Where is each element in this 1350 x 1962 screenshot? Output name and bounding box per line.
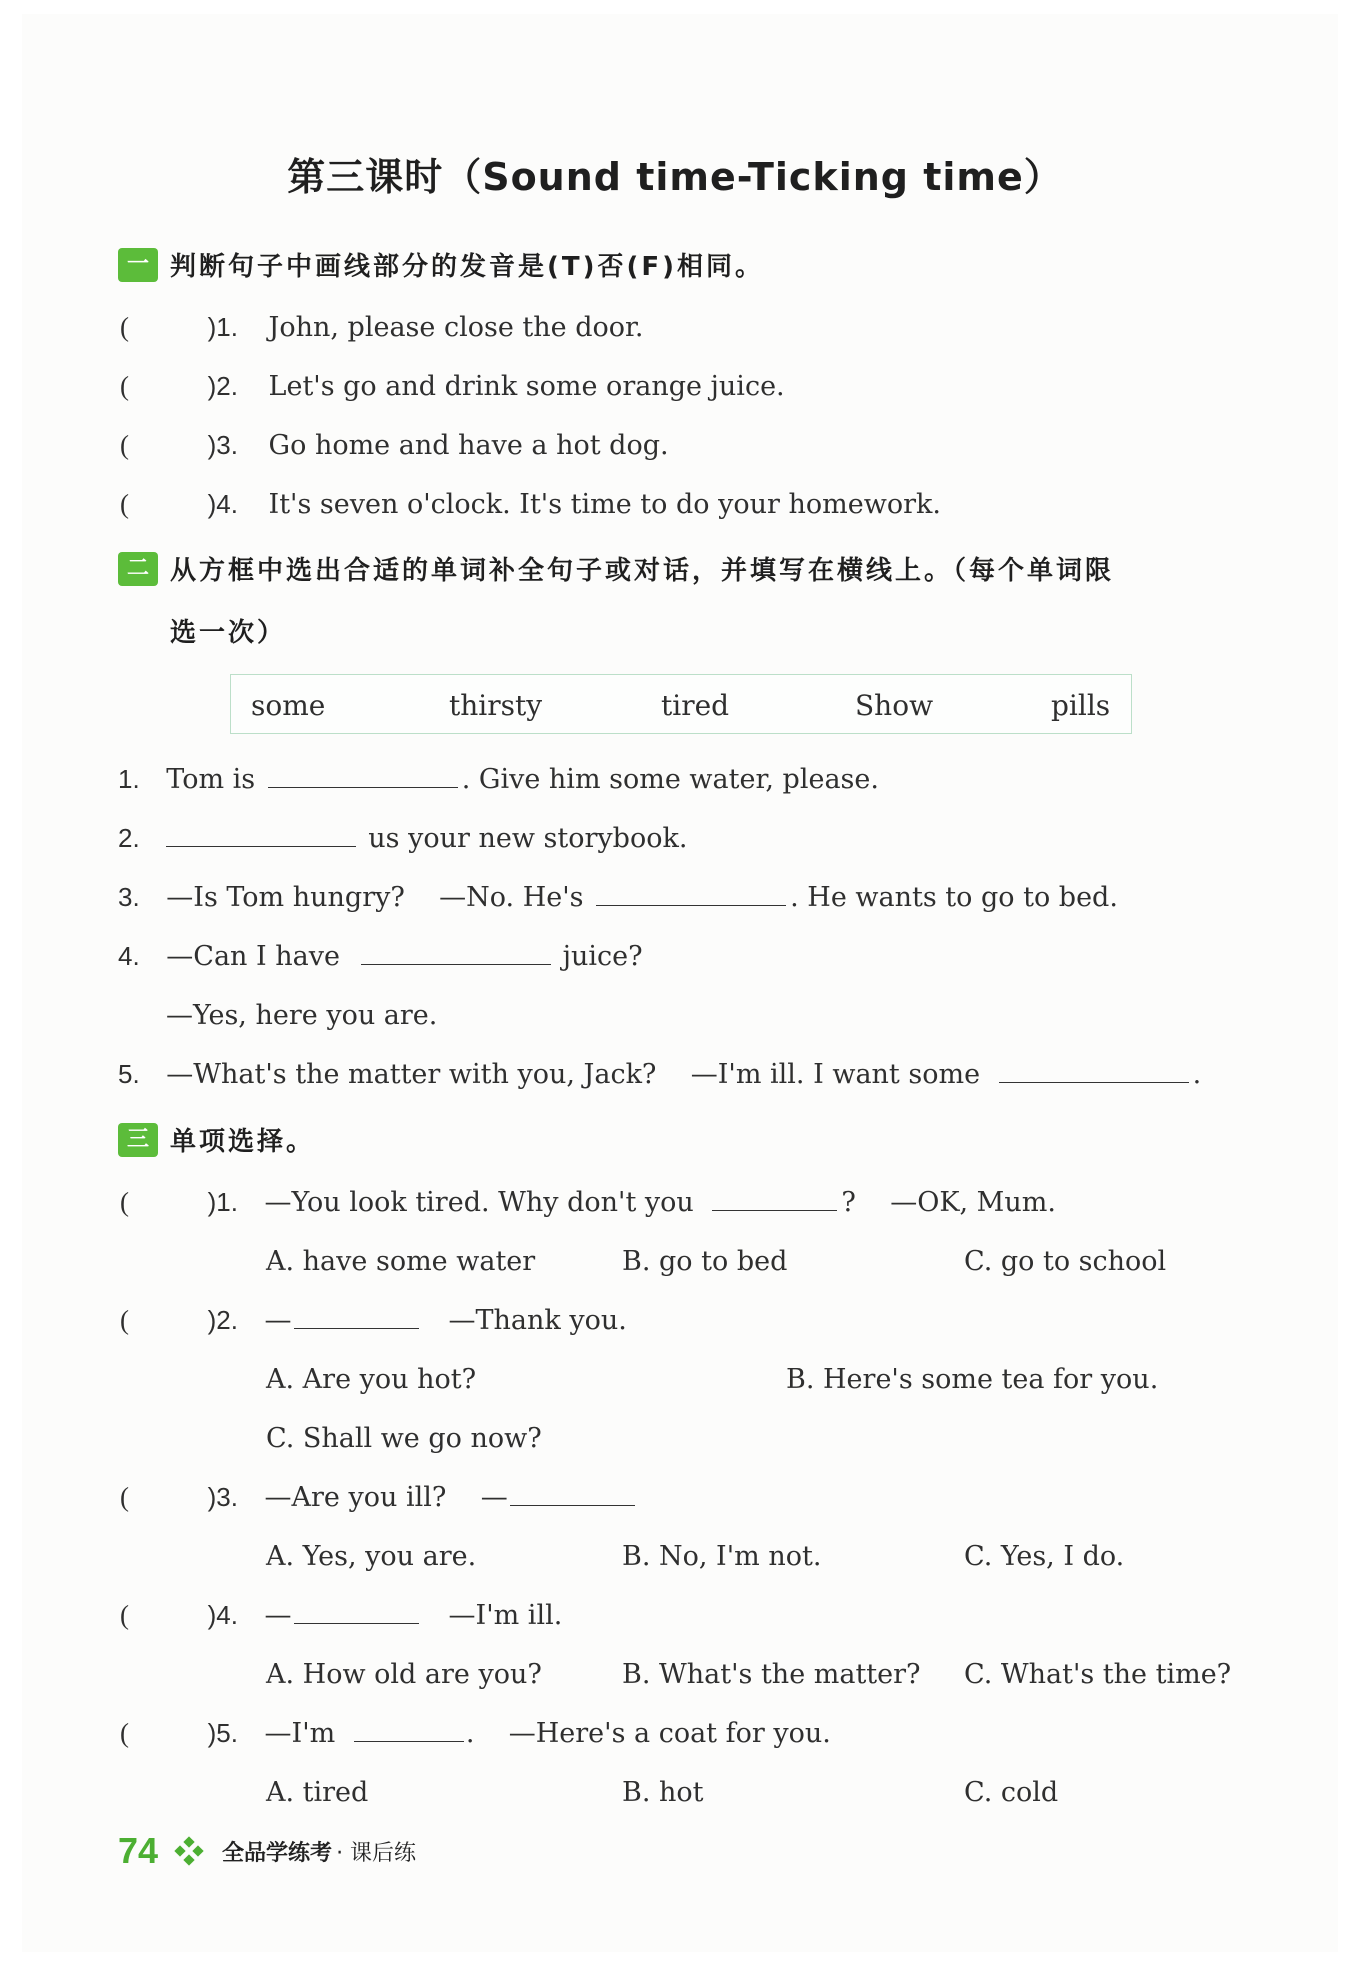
word-box-item: tired (661, 689, 730, 722)
s2-item-2: 2. us your new storybook. (118, 823, 688, 854)
page-title: 第三课时（Sound time-Ticking time） (287, 155, 1063, 199)
s1-item-4-text: It's seven o'clock. It's time to do your homework. (268, 489, 941, 520)
s3-q3-option-b[interactable]: B. No, I'm not. (622, 1541, 822, 1572)
s3-q5: ( )5. —I'm . —Here's a coat for you. (120, 1718, 831, 1749)
word-box (230, 674, 1132, 734)
answer-blank[interactable] (510, 1483, 635, 1506)
s3-q4-option-c[interactable]: C. What's the time? (964, 1659, 1232, 1690)
section-1-heading: 判断句子中画线部分的发音是(T)否(F)相同。 (170, 252, 765, 282)
s1-item-3-num: )3. (207, 430, 238, 460)
answer-blank[interactable] (596, 883, 786, 906)
s2-item-4: 4. —Can I have juice? (118, 941, 643, 972)
answer-blank[interactable] (166, 824, 356, 847)
s1-item-4-num: )4. (207, 489, 238, 519)
word-box-item: some (251, 689, 326, 722)
footer-subtitle: · 课后练 (336, 1840, 417, 1866)
s3-q4: ( )4. — —I'm ill. (120, 1600, 563, 1631)
s3-q2-option-c[interactable]: C. Shall we go now? (266, 1423, 542, 1454)
s3-q2-option-a[interactable]: A. Are you hot? (266, 1364, 477, 1395)
s3-q1: ( )1. —You look tired. Why don't you ? —OK, Mum. (120, 1187, 1056, 1218)
s2-item-5: 5. —What's the matter with you, Jack? —I'm ill. I want some . (118, 1059, 1202, 1090)
section-2-header (118, 550, 1114, 587)
section-2-badge: 二 (118, 552, 158, 586)
answer-blank[interactable] (712, 1188, 837, 1211)
section-1-header (118, 246, 764, 283)
word-box-item: pills (1051, 689, 1111, 722)
s3-q3-option-c[interactable]: C. Yes, I do. (964, 1541, 1125, 1572)
s1-item-2-text: Let's go and drink some orange juice. (268, 371, 785, 402)
s3-q5-option-a[interactable]: A. tired (266, 1777, 369, 1808)
section-3-header (118, 1121, 315, 1158)
s3-q3: ( )3. —Are you ill? — (120, 1482, 635, 1513)
s3-q3-option-a[interactable]: A. Yes, you are. (266, 1541, 477, 1572)
s1-item-2: ( )2. Let's go and drink some orange juice. (120, 371, 785, 402)
clover-icon (174, 1836, 204, 1866)
s3-q4-option-b[interactable]: B. What's the matter? (622, 1659, 921, 1690)
s1-item-3-text: Go home and have a hot dog. (268, 430, 669, 461)
section-2-heading-line1: 从方框中选出合适的单词补全句子或对话，并填写在横线上。（每个单词限 (170, 556, 1115, 586)
s3-q1-option-a[interactable]: A. have some water (266, 1246, 536, 1277)
footer (118, 1830, 416, 1872)
answer-blank[interactable] (268, 765, 458, 788)
s1-item-4: ( )4. It's seven o'clock. It's time to do your homework. (120, 489, 941, 520)
s3-q4-option-a[interactable]: A. How old are you? (266, 1659, 542, 1690)
s2-item-3: 3. —Is Tom hungry? —No. He's . He wants to go to bed. (118, 882, 1118, 913)
s2-item-4-reply: —Yes, here you are. (166, 1000, 438, 1031)
section-3-heading: 单项选择。 (170, 1127, 316, 1157)
answer-blank[interactable] (294, 1306, 419, 1329)
section-2-heading-line2: 选一次） (170, 618, 287, 648)
s3-q5-option-c[interactable]: C. cold (964, 1777, 1059, 1808)
section-3-badge: 三 (118, 1123, 158, 1157)
s1-item-3: ( )3. Go home and have a hot dog. (120, 430, 669, 461)
s1-item-1-text: John, please close the door. (268, 312, 644, 343)
s3-q1-option-b[interactable]: B. go to bed (622, 1246, 788, 1277)
s1-item-1-num: )1. (207, 312, 238, 342)
s3-q5-option-b[interactable]: B. hot (622, 1777, 704, 1808)
answer-blank[interactable] (999, 1060, 1189, 1083)
word-box-item: Show (855, 689, 934, 722)
answer-blank[interactable] (361, 942, 551, 965)
footer-brand: 全品学练考 (222, 1840, 333, 1866)
s3-q2: ( )2. — —Thank you. (120, 1305, 627, 1336)
s3-q1-option-c[interactable]: C. go to school (964, 1246, 1167, 1277)
page-number: 74 (118, 1830, 159, 1871)
section-1-badge: 一 (118, 248, 158, 282)
s2-item-1: 1. Tom is . Give him some water, please. (118, 764, 879, 795)
answer-blank[interactable] (354, 1719, 464, 1742)
s3-q2-option-b[interactable]: B. Here's some tea for you. (786, 1364, 1159, 1395)
word-box-item: thirsty (449, 689, 543, 722)
s1-item-2-num: )2. (207, 371, 238, 401)
answer-blank[interactable] (294, 1601, 419, 1624)
s1-item-1: ( )1. John, please close the door. (120, 312, 644, 343)
